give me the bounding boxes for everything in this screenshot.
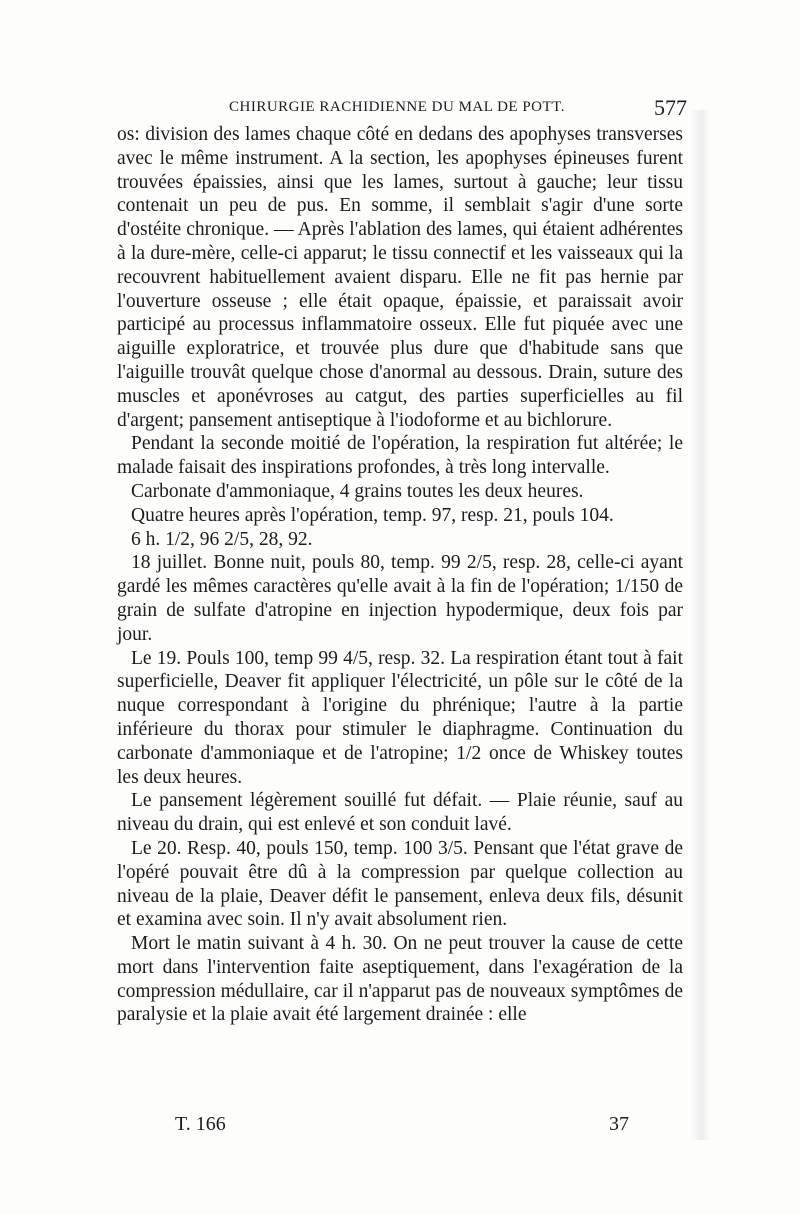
page-footer <box>117 1113 683 1141</box>
paragraph: os: division des lames chaque côté en dedans des apophyses transverses avec le même instrument. A la section, les apophyses épineuses furent trouvées épaissies, ainsi que les lames, surtout à gauche; leur tissu contenait un peu de pus. En somme, il semblait s'agir d'une sorte d'ostéite chronique. — Après l'ablation des lames, qui étaient adhérentes à la dure-mère, celle-ci apparut; le tissu connectif et les vaisseaux qui la recouvrent habituellement avaient disparu. Elle ne fit pas hernie par l'ouverture osseuse ; elle était opaque, épaissie, et paraissait avoir participé au processus inflammatoire osseux. Elle fut piquée avec une aiguille exploratrice, et trouvée plus dure que d'habitude sans que l'aiguille trouvât quelque chose d'anormal au dessous. Drain, suture des muscles et aponévroses au catgut, des parties superficielles au fil d'argent; pansement antiseptique à l'iodoforme et au bichlorure. <box>117 124 683 431</box>
paragraph: Le pansement légèrement souillé fut défait. — Plaie réunie, sauf au niveau du drain, qui est enlevé et son conduit lavé. <box>117 790 683 836</box>
running-header <box>117 97 687 123</box>
paragraph: 18 juillet. Bonne nuit, pouls 80, temp. 99 2/5, resp. 28, celle-ci ayant gardé les mêmes caractères qu'elle avait à la fin de l'opération; 1/150 de grain de sulfate d'atropine en injection hypodermique, deux fois par jour. <box>117 552 683 645</box>
page-gutter-shadow <box>690 110 710 1140</box>
paragraph: 6 h. 1/2, 96 2/5, 28, 92. <box>131 528 313 550</box>
page-number: 577 <box>654 95 687 120</box>
signature-mark: T. 166 <box>175 1113 226 1135</box>
running-title: CHIRURGIE RACHIDIENNE DU MAL DE POTT. <box>229 99 565 115</box>
sheet-number: 37 <box>609 1113 629 1135</box>
paragraph: Quatre heures après l'opération, temp. 97, resp. 21, pouls 104. <box>131 504 614 526</box>
paragraph: Le 19. Pouls 100, temp 99 4/5, resp. 32. La respiration étant tout à fait superficielle, Deaver fit appliquer l'électricité, un pôle sur le côté de la nuque correspondant à l'origine du phrénique; l'autre à la partie inférieure du thorax pour stimuler le diaphragme. Continuation du carbonate d'ammoniaque et de l'atropine; 1/2 once de Whiskey toutes les deux heures. <box>117 647 683 788</box>
paragraph: Mort le matin suivant à 4 h. 30. On ne peut trouver la cause de cette mort dans l'intervention faite aseptiquement, dans l'exagération de la compression médullaire, car il n'apparut pas de nouveaux symptômes de paralysie et la plaie avait été largement drainée : elle <box>117 933 683 1026</box>
body-text <box>117 123 683 1027</box>
paragraph: Pendant la seconde moitié de l'opération, la respiration fut altérée; le malade faisait des inspirations profondes, à très long intervalle. <box>117 433 683 479</box>
paragraph: Carbonate d'ammoniaque, 4 grains toutes les deux heures. <box>131 480 584 502</box>
paragraph: Le 20. Resp. 40, pouls 150, temp. 100 3/5. Pensant que l'état grave de l'opéré pouvait être dû à la compression par quelque collection au niveau de la plaie, Deaver défit le pansement, enleva deux fils, désunit et examina avec soin. Il n'y avait absolument rien. <box>117 837 683 931</box>
